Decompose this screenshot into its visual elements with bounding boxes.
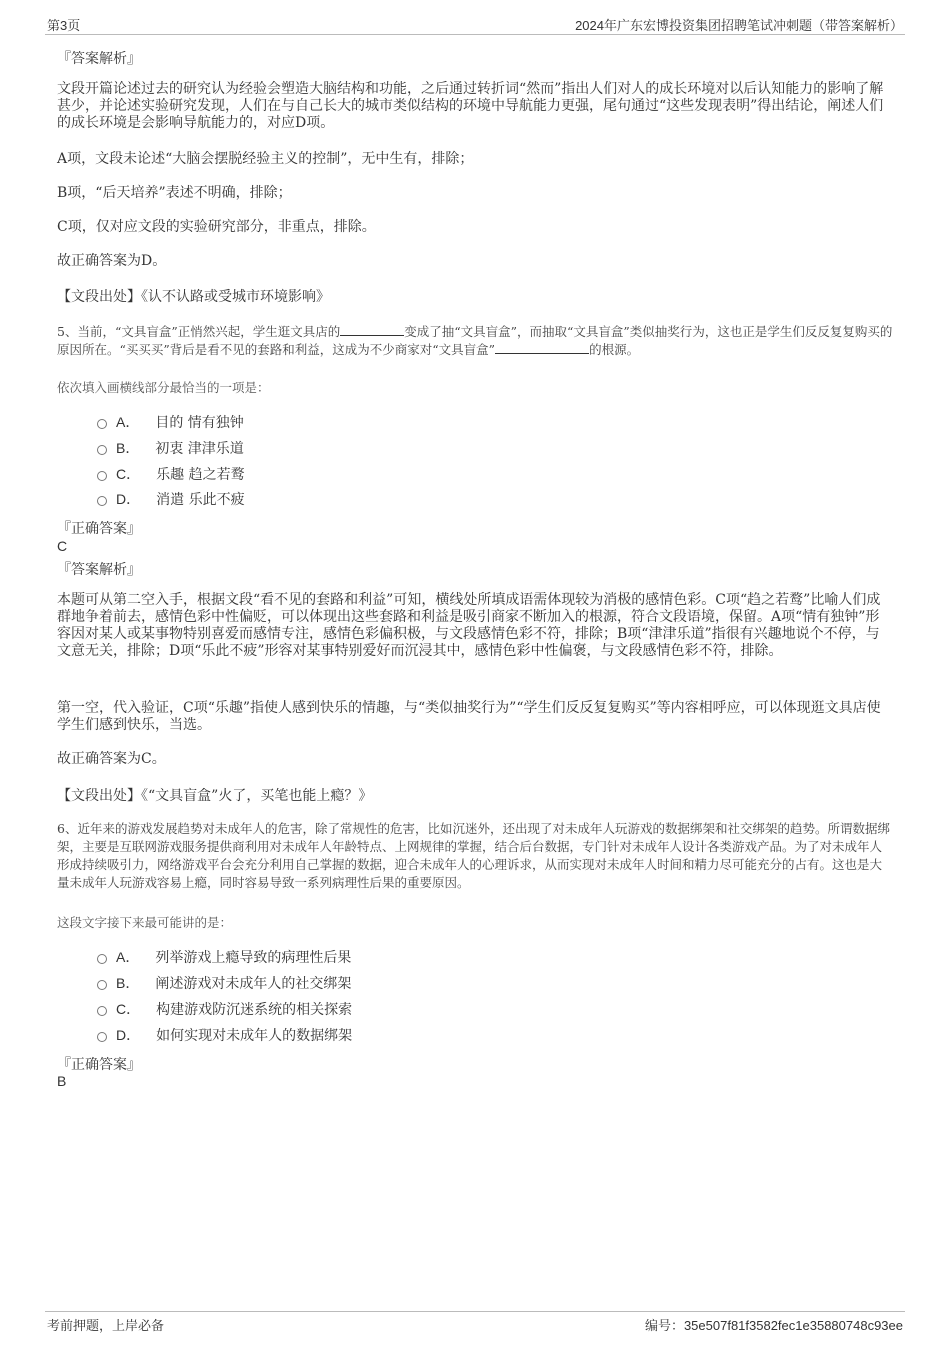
q4-analysis-conclusion: 故正确答案为D。 (57, 253, 167, 269)
q4-analysis-tag: 『答案解析』 (57, 51, 141, 67)
q5-source: 【文段出处】《“文具盲盒”火了，买笔也能上瘾？》 (57, 788, 373, 804)
radio-icon[interactable] (97, 419, 107, 429)
q5-analysis-paragraph-2: 第一空，代入验证，C项“乐趣”指使人感到快乐的情趣，与“类似抽奖行为”“学生们反反复复购买”等内容相呼应，可以体现逛文具店使学生们感到快乐，当选。 (57, 700, 881, 733)
q5-question-text (57, 323, 893, 359)
radio-icon[interactable] (97, 980, 107, 990)
option-key: C． (116, 1001, 141, 1017)
document-title: 2024年广东宏博投资集团招聘笔试冲刺题（带答案解析） (575, 18, 903, 33)
option-key: A． (116, 949, 140, 965)
q6-question-text: 6、近年来的游戏发展趋势对未成年人的危害，除了常规性的危害，比如沉迷外，还出现了对未成年人玩游戏的数据绑架和社交绑架的趋势。所谓数据绑架，主要是互联网游戏服务提供商利用对未成年人年龄特点、上网规律的掌握，结合后台数据，专门针对未成年人设计各类游戏产品。为了对未成年人形成持续吸引力，网络游戏平台会充分利用自己掌握的数据，迎合未成年人的心理诉求，从而实现对未成年人时间和精力尽可能充分的占有。这也是大量未成年人玩游戏容易上瘾，同时容易导致一系列病理性后果的重要原因。 (57, 821, 890, 890)
q5-text-part-b: 变成了抽“文具盲盒”，而抽取“文具盲盒”类似抽奖行为，这也正是学生们反反复复购买的原因所在。“买买买”背后是看不见的套路和利益，这成为不少商家对“文具盲盒” (57, 324, 893, 357)
option-text: 构建游戏防沉迷系统的相关探索 (156, 1002, 353, 1018)
page-footer (45, 1311, 905, 1334)
q5-option-d[interactable] (97, 489, 245, 509)
q5-text-part-a: 5、当前，“文具盲盒”正悄然兴起，学生逛文具店的 (57, 324, 341, 339)
q5-correct-answer: C (57, 538, 68, 554)
radio-icon[interactable] (97, 1006, 107, 1016)
document-code-label: 编号： (644, 1318, 684, 1333)
q5-blank-2 (495, 341, 589, 354)
q5-option-b[interactable] (97, 438, 244, 458)
option-text: 阐述游戏对未成年人的社交绑架 (155, 976, 352, 992)
q5-correct-tag: 『正确答案』 (57, 521, 141, 537)
option-key: C． (116, 466, 141, 482)
option-key: D． (116, 491, 141, 507)
page-header (45, 12, 905, 35)
footer-slogan: 考前押题，上岸必备 (47, 1318, 165, 1333)
option-text: 初衷 津津乐道 (155, 441, 244, 457)
document-code-value: 35e507f81f3582fec1e35880748c93ee (683, 1318, 903, 1333)
option-key: B． (116, 440, 140, 456)
option-key: A． (116, 414, 140, 430)
option-text: 目的 情有独钟 (155, 415, 244, 431)
q4-analysis-option-c: C项，仅对应文段的实验研究部分，非重点，排除。 (57, 219, 376, 235)
q6-correct-tag: 『正确答案』 (57, 1057, 141, 1073)
q5-analysis-tag: 『答案解析』 (57, 562, 141, 578)
radio-icon[interactable] (97, 954, 107, 964)
radio-icon[interactable] (97, 445, 107, 455)
q4-analysis-paragraph: 文段开篇论述过去的研究认为经验会塑造大脑结构和功能，之后通过转折词“然而”指出人们对人的成长环境对以后认知能力的影响了解甚少，并论述实验研究发现，人们在与自己长大的城市类似结构的环境中导航能力更强，尾句通过“这些发现表明”得出结论，阐述人们的成长环境是会影响导航能力的，对应D项。 (57, 81, 884, 131)
document-code (645, 1315, 903, 1334)
q6-option-c[interactable] (97, 999, 352, 1019)
q5-analysis-conclusion: 故正确答案为C。 (57, 751, 166, 767)
q6-option-d[interactable] (97, 1025, 352, 1045)
q5-blank-1 (340, 323, 404, 336)
q4-source: 【文段出处】《认不认路或受城市环境影响》 (57, 289, 330, 305)
q4-analysis-option-b: B项，“后天培养”表述不明确，排除； (57, 185, 292, 201)
option-text: 列举游戏上瘾导致的病理性后果 (155, 950, 352, 966)
q4-analysis-option-a: A项，文段未论述“大脑会摆脱经验主义的控制”，无中生有，排除； (57, 151, 474, 167)
option-text: 消遣 乐此不疲 (156, 492, 245, 508)
q5-option-c[interactable] (97, 464, 245, 484)
q5-analysis-paragraph-1: 本题可从第二空入手，根据文段“看不见的套路和利益”可知，横线处所填成语需体现较为消极的感情色彩。C项“趋之若鹜”比喻人们成群地争着前去，感情色彩中性偏贬，可以体现出这些套路和利益是吸引商家不断加入的根源，符合文段语境，保留。A项“情有独钟”形容因对某人或某事物特别喜爱而感情专注，感情色彩偏积极，与文段感情色彩不符，排除；B项“津津乐道”指很有兴趣地说个不停，与文意无关，排除；D项“乐此不疲”形容对某事特别爱好而沉浸其中，感情色彩中性偏褒，与文段感情色彩不符，排除。 (57, 592, 881, 659)
q6-correct-answer: B (57, 1073, 67, 1089)
option-text: 乐趣 趋之若鹜 (156, 467, 245, 483)
q6-option-b[interactable] (97, 973, 351, 993)
q6-instruction: 这段文字接下来最可能讲的是： (57, 915, 233, 930)
radio-icon[interactable] (97, 471, 107, 481)
page-number: 第3页 (47, 18, 81, 33)
radio-icon[interactable] (97, 496, 107, 506)
q5-instruction: 依次填入画横线部分最恰当的一项是： (57, 380, 270, 395)
q5-option-a[interactable] (97, 412, 244, 432)
q5-text-part-c: 的根源。 (589, 342, 640, 357)
radio-icon[interactable] (97, 1032, 107, 1042)
option-key: B． (116, 975, 140, 991)
option-key: D． (116, 1027, 141, 1043)
q6-option-a[interactable] (97, 947, 351, 967)
option-text: 如何实现对未成年人的数据绑架 (156, 1028, 353, 1044)
